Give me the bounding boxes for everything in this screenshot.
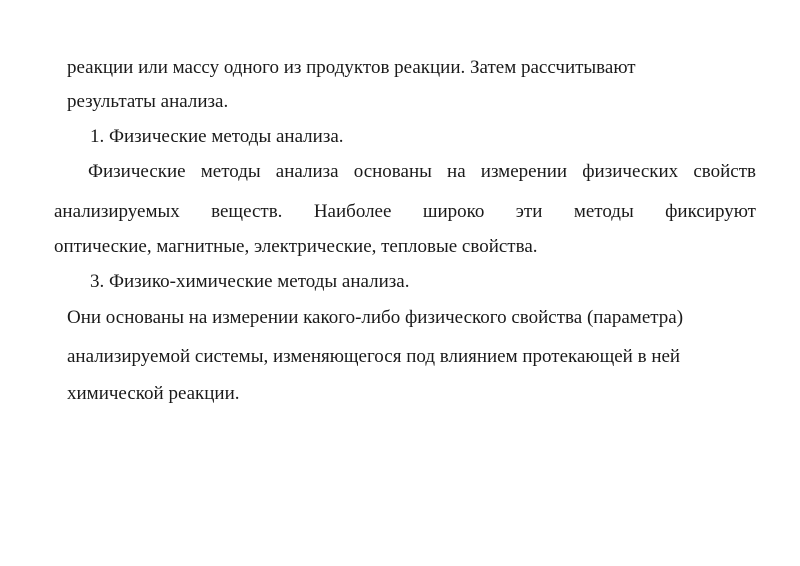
word: физических xyxy=(582,161,679,182)
word: методы xyxy=(200,161,261,182)
word: веществ. xyxy=(211,201,283,222)
word: основаны xyxy=(353,161,432,182)
word: измерении xyxy=(480,161,568,182)
word: широко xyxy=(422,201,485,222)
word: Физические xyxy=(88,161,186,182)
word: эти xyxy=(515,201,543,222)
section-heading-physical-methods: 1. Физические методы анализа. xyxy=(90,126,344,147)
word: свойств xyxy=(693,161,756,182)
text-line-10: химической реакции. xyxy=(67,383,240,404)
word: анализа xyxy=(275,161,339,182)
word: фиксируют xyxy=(665,201,756,222)
word: Наиболее xyxy=(313,201,392,222)
text-line-9: анализируемой системы, изменяющегося под влиянием протекающей в ней xyxy=(67,346,681,367)
justified-line-1 xyxy=(88,162,756,181)
text-line-6: оптические, магнитные, электрические, тепловые свойства. xyxy=(54,236,538,257)
text-line-1: реакции или массу одного из продуктов реакции. Затем рассчитывают xyxy=(67,57,636,78)
text-line-2: результаты анализа. xyxy=(67,91,229,112)
word: анализируемых xyxy=(54,201,180,222)
word: на xyxy=(447,161,466,182)
section-heading-physico-chemical-methods: 3. Физико-химические методы анализа. xyxy=(90,271,410,292)
word: методы xyxy=(573,201,634,222)
justified-line-2 xyxy=(54,202,756,221)
text-line-8: Они основаны на измерении какого-либо физического свойства (параметра) xyxy=(67,307,684,328)
